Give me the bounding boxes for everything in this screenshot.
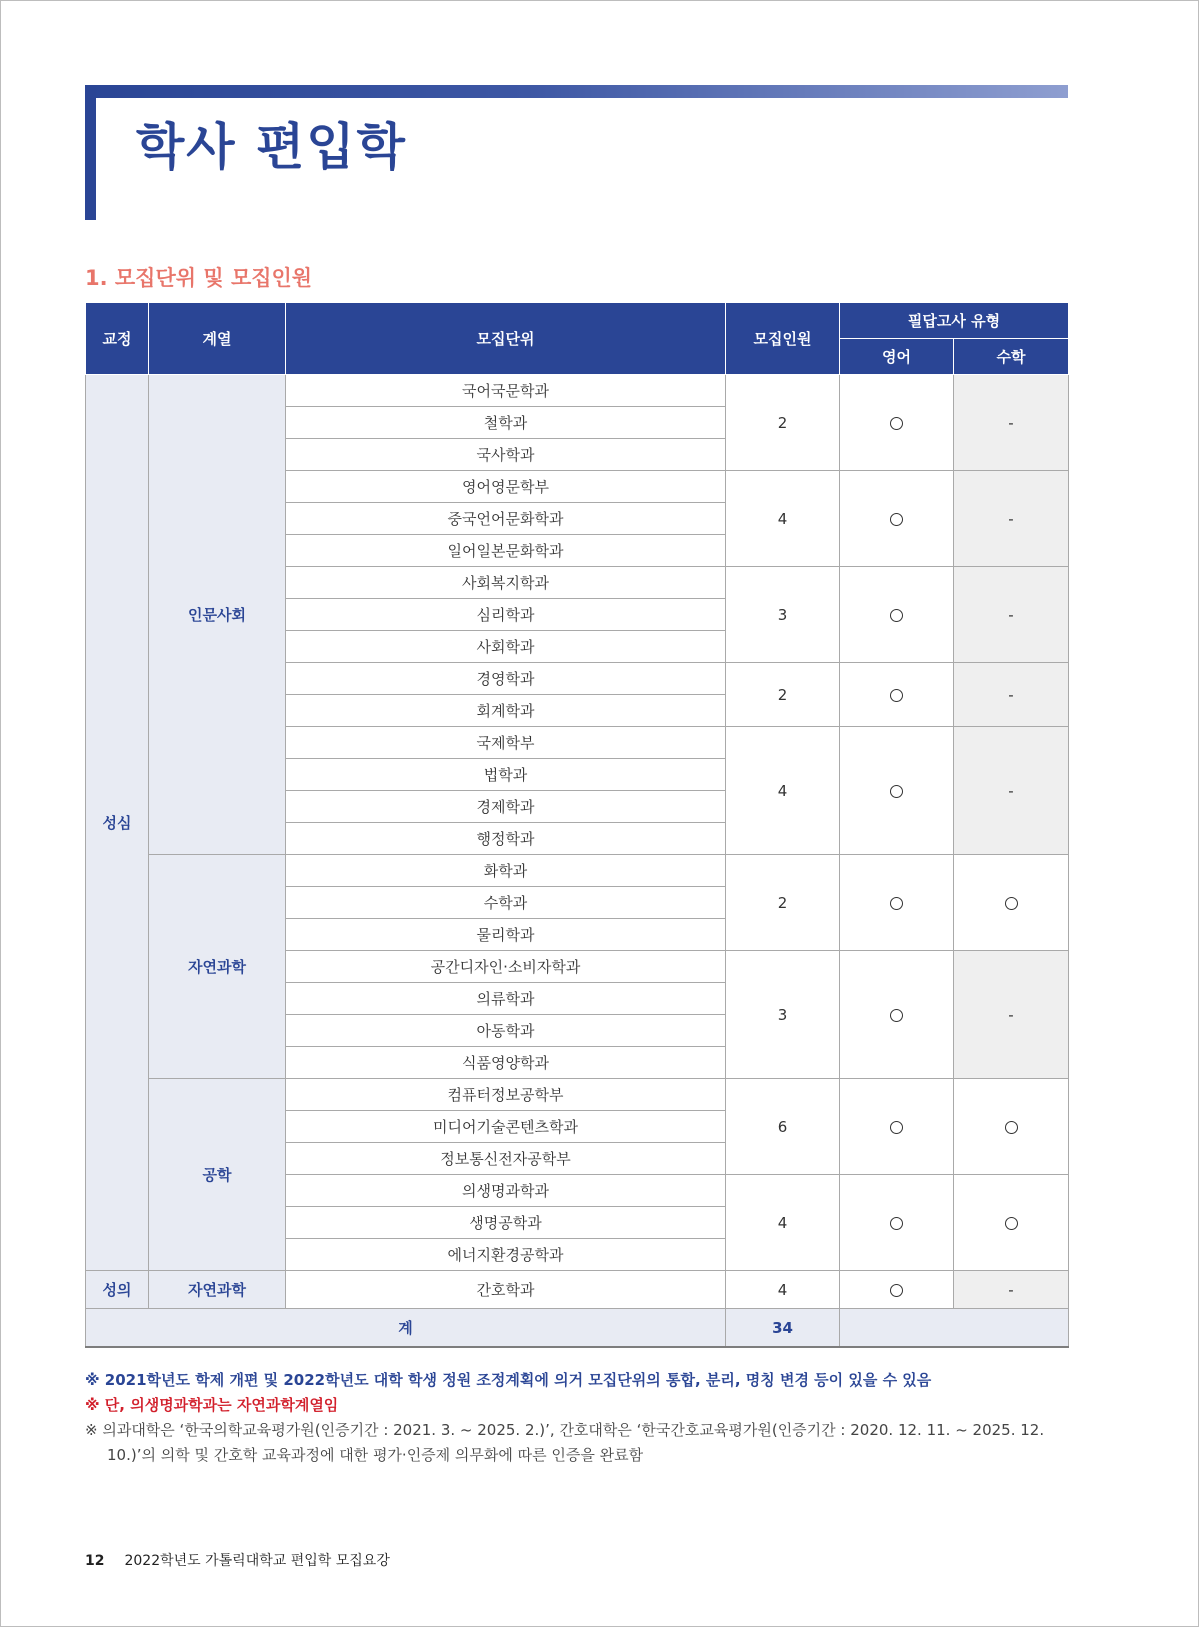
- count-cell: 4: [726, 1271, 840, 1309]
- header-unit: 모집단위: [286, 303, 726, 375]
- english-cell: [840, 727, 954, 855]
- math-cell: -: [954, 567, 1069, 663]
- field-cell: 인문사회: [149, 375, 286, 855]
- math-cell: -: [954, 727, 1069, 855]
- english-cell: [840, 951, 954, 1079]
- circle-mark: [890, 1217, 903, 1230]
- unit-cell: 의류학과: [286, 983, 726, 1015]
- header-math: 수학: [954, 339, 1069, 375]
- circle-mark: [890, 897, 903, 910]
- count-cell: 2: [726, 663, 840, 727]
- unit-cell: 의생명과학과: [286, 1175, 726, 1207]
- page-title: 학사 편입학: [136, 118, 407, 176]
- field-cell: 공학: [149, 1079, 286, 1271]
- campus-cell: 성의: [86, 1271, 149, 1309]
- note-accreditation: ※ 의과대학은 ‘한국의학교육평가원(인증기간 : 2021. 3. ~ 2025. 2.)’, 간호대학은 ‘한국간호교육평가원(인증기간 : 2020. 12. 11. ~ 2025. 12. 10.)’의 의학 및 간호학 교육과정에 대한 평가·인증제 의무화에 따른 인증을 완료함: [85, 1421, 1045, 1464]
- count-cell: 3: [726, 567, 840, 663]
- english-cell: [840, 855, 954, 951]
- page-number: 12: [85, 1553, 105, 1569]
- english-cell: [840, 375, 954, 471]
- total-row: [86, 1309, 1069, 1348]
- unit-cell: 수학과: [286, 887, 726, 919]
- count-cell: 2: [726, 855, 840, 951]
- unit-cell: 심리학과: [286, 599, 726, 631]
- math-cell: [954, 1079, 1069, 1175]
- count-cell: 4: [726, 471, 840, 567]
- circle-mark: [890, 417, 903, 430]
- circle-mark: [890, 785, 903, 798]
- field-cell: 자연과학: [149, 855, 286, 1079]
- unit-cell: 간호학과: [286, 1271, 726, 1309]
- total-label: 계: [86, 1309, 726, 1348]
- circle-mark: [890, 1284, 903, 1297]
- unit-cell: 아동학과: [286, 1015, 726, 1047]
- header-field: 계열: [149, 303, 286, 375]
- english-cell: [840, 1079, 954, 1175]
- unit-cell: 국제학부: [286, 727, 726, 759]
- unit-cell: 회계학과: [286, 695, 726, 727]
- unit-cell: 행정학과: [286, 823, 726, 855]
- header-english: 영어: [840, 339, 954, 375]
- unit-cell: 국사학과: [286, 439, 726, 471]
- field-cell: 자연과학: [149, 1271, 286, 1309]
- math-cell: -: [954, 663, 1069, 727]
- english-cell: [840, 567, 954, 663]
- unit-cell: 영어영문학부: [286, 471, 726, 503]
- circle-mark: [890, 1009, 903, 1022]
- note-restructure: ※ 2021학년도 학제 개편 및 2022학년도 대학 학생 정원 조정계획에 의거 모집단위의 통합, 분리, 명칭 변경 등이 있을 수 있음: [85, 1371, 932, 1389]
- unit-cell: 식품영양학과: [286, 1047, 726, 1079]
- unit-cell: 법학과: [286, 759, 726, 791]
- unit-cell: 사회복지학과: [286, 567, 726, 599]
- title-accent-bar: [85, 85, 1068, 98]
- circle-mark: [1005, 1217, 1018, 1230]
- english-cell: [840, 663, 954, 727]
- unit-cell: 사회학과: [286, 631, 726, 663]
- circle-mark: [890, 1121, 903, 1134]
- recruitment-table: [85, 302, 1069, 1348]
- header-campus: 교정: [86, 303, 149, 375]
- unit-cell: 경영학과: [286, 663, 726, 695]
- unit-cell: 공간디자인·소비자학과: [286, 951, 726, 983]
- circle-mark: [1005, 897, 1018, 910]
- count-cell: 6: [726, 1079, 840, 1175]
- math-cell: -: [954, 1271, 1069, 1309]
- unit-cell: 컴퓨터정보공학부: [286, 1079, 726, 1111]
- math-cell: -: [954, 951, 1069, 1079]
- unit-cell: 에너지환경공학과: [286, 1239, 726, 1271]
- count-cell: 2: [726, 375, 840, 471]
- campus-cell: 성심: [86, 375, 149, 1271]
- math-cell: -: [954, 375, 1069, 471]
- count-cell: 4: [726, 727, 840, 855]
- unit-cell: 일어일본문화학과: [286, 535, 726, 567]
- table-row: [86, 1271, 1069, 1309]
- unit-cell: 화학과: [286, 855, 726, 887]
- math-cell: -: [954, 471, 1069, 567]
- notes: [85, 1368, 1075, 1468]
- count-cell: 4: [726, 1175, 840, 1271]
- total-value: 34: [726, 1309, 840, 1348]
- unit-cell: 생명공학과: [286, 1207, 726, 1239]
- circle-mark: [890, 609, 903, 622]
- count-cell: 3: [726, 951, 840, 1079]
- unit-cell: 국어국문학과: [286, 375, 726, 407]
- english-cell: [840, 1175, 954, 1271]
- unit-cell: 경제학과: [286, 791, 726, 823]
- english-cell: [840, 471, 954, 567]
- note-biomedical: ※ 단, 의생명과학과는 자연과학계열임: [85, 1396, 339, 1414]
- table-row: [86, 1079, 1069, 1111]
- unit-cell: 정보통신전자공학부: [286, 1143, 726, 1175]
- unit-cell: 미디어기술콘텐츠학과: [286, 1111, 726, 1143]
- footer-text: 2022학년도 가톨릭대학교 편입학 모집요강: [124, 1553, 390, 1569]
- title-accent-left: [85, 85, 96, 220]
- math-cell: [954, 855, 1069, 951]
- circle-mark: [1005, 1121, 1018, 1134]
- footer: [85, 1550, 390, 1570]
- header-count: 모집인원: [726, 303, 840, 375]
- math-cell: [954, 1175, 1069, 1271]
- english-cell: [840, 1271, 954, 1309]
- section-heading: 1. 모집단위 및 모집인원: [85, 266, 313, 290]
- total-empty: [840, 1309, 1069, 1348]
- unit-cell: 중국언어문화학과: [286, 503, 726, 535]
- table-row: [86, 375, 1069, 407]
- unit-cell: 철학과: [286, 407, 726, 439]
- unit-cell: 물리학과: [286, 919, 726, 951]
- header-exam-type: 필답고사 유형: [840, 303, 1069, 339]
- table-row: [86, 855, 1069, 887]
- circle-mark: [890, 513, 903, 526]
- circle-mark: [890, 689, 903, 702]
